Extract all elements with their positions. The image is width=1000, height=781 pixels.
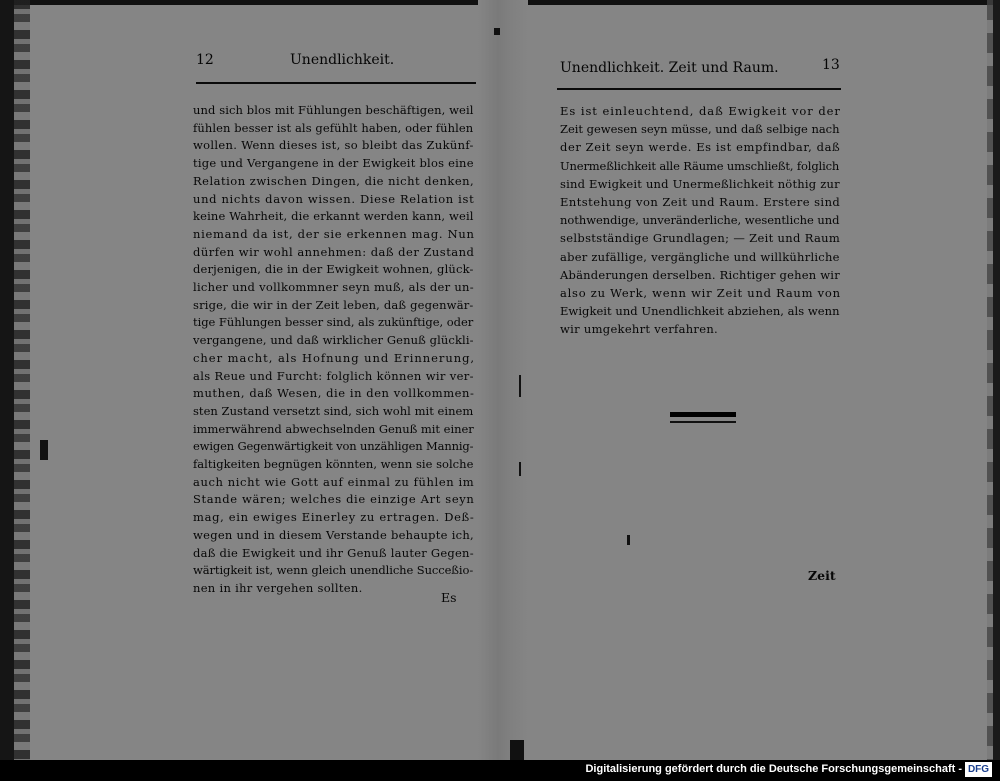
left-page-text-line: ewigen Gegenwärtigkeit von unzähligen Mannig- — [193, 439, 474, 454]
left-page-text-line: niemand da ist, der sie erkennen mag. Nun — [193, 226, 475, 241]
left-page-text-line: dürfen wir wohl annehmen: daß der Zustand — [193, 244, 475, 259]
ink-speck — [627, 535, 630, 545]
left-header-rule — [196, 82, 476, 84]
left-page-text-line: wärtigkeit ist, wenn gleich unendliche Succeßio- — [193, 563, 474, 578]
left-page-text-line: keine Wahrheit, die erkannt werden kann, weil — [193, 209, 474, 224]
right-page-text-line: Zeit gewesen seyn müsse, und daß selbige nach — [560, 122, 840, 137]
right-page-text-line: selbstständige Grundlagen; — Zeit und Raum — [560, 231, 841, 246]
left-catchword: Es — [441, 590, 457, 605]
right-page-text-line: Abänderungen derselben. Richtiger gehen wir — [560, 267, 840, 282]
ink-speck — [519, 462, 521, 476]
left-page-text-line: tige Fühlungen besser sind, als zukünftige, oder — [193, 315, 474, 330]
left-page-text-line: Stande wären; welches die einzige Art seyn — [193, 492, 475, 507]
left-page-text-line: nen in ihr vergehen sollten. — [193, 580, 363, 595]
left-page-text-line: vergangene, und daß wirklicher Genuß glückli- — [193, 333, 474, 348]
footer-credit: Digitalisierung gefördert durch die Deutsche Forschungsgemeinschaft - — [585, 763, 962, 775]
right-page-text-line: Entstehung von Zeit und Raum. Erstere sind — [560, 195, 841, 209]
right-page-number: 13 — [822, 57, 840, 73]
section-end-rule-thin — [670, 421, 736, 423]
left-page-number: 12 — [196, 52, 214, 68]
right-page-text-line: Unermeßlichkeit alle Räume umschließt, folglich — [560, 158, 840, 173]
left-page-text-line: muthen, daß Wesen, die in den vollkommen- — [193, 386, 475, 401]
scan-left-edge-texture — [14, 0, 30, 760]
left-page-text-line: licher und vollkommner seyn muß, als der un- — [193, 280, 474, 294]
right-page-text-line: der Zeit seyn werde. Es ist empfindbar, daß — [560, 140, 841, 155]
left-page-text-line: faltigkeiten begnügen könnten, wenn sie solche — [193, 457, 474, 471]
left-page-text-line: auch nicht wie Gott auf einmal zu fühlen im — [193, 474, 475, 489]
scan-right-edge — [993, 0, 1000, 760]
left-running-head: Unendlichkeit. — [290, 52, 395, 68]
right-catchword: Zeit — [808, 568, 836, 583]
left-page-text-line: wegen und in diesem Verstande behaupte ich, — [193, 527, 474, 542]
right-page-text-line: sind Ewigkeit und Unermeßlichkeit nöthig zur — [560, 176, 840, 191]
left-page-text-line: tige und Vergangene in der Ewigkeit blos eine — [193, 156, 474, 171]
left-page-text-line: mag, ein ewiges Einerley zu ertragen. Deß- — [193, 510, 475, 525]
left-page-text-line: srige, die wir in der Zeit leben, daß gegenwär- — [193, 297, 474, 312]
right-page-text-line: aber zufällige, vergängliche und willkührliche — [560, 249, 840, 264]
right-page-text-line: also zu Werk, wenn wir Zeit und Raum von — [560, 286, 841, 300]
left-page-text-line: und sich blos mit Fühlungen beschäftigen, weil — [193, 103, 474, 117]
left-page-text-line: sten Zustand versetzt sind, sich wohl mit einem — [193, 403, 474, 418]
right-page-text-line: Es ist einleuchtend, daß Ewigkeit vor der — [560, 104, 841, 118]
left-page-text-line: derjenigen, die in der Ewigkeit wohnen, glück- — [193, 262, 474, 277]
right-page-text-line: nothwendige, unveränderliche, wesentliche und — [560, 213, 840, 228]
section-end-rule — [670, 412, 736, 417]
left-page-text-line: daß die Ewigkeit und ihr Genuß lauter Gegen- — [193, 545, 474, 560]
ink-speck — [40, 440, 48, 460]
left-page-text-line: und nichts davon wissen. Diese Relation ist — [193, 191, 475, 206]
left-page-text-line: cher macht, als Hofnung und Erinnerung, — [193, 350, 476, 365]
scan-right-edge-texture — [987, 0, 993, 760]
ink-speck — [510, 740, 524, 760]
right-page-text-line: Ewigkeit und Unendlichkeit abziehen, als wenn — [560, 304, 840, 319]
left-page-text-line: als Reue und Furcht: folglich können wir ver- — [193, 368, 474, 383]
left-page-text-line: wollen. Wenn dieses ist, so bleibt das Zukünf- — [193, 138, 474, 153]
right-header-rule — [557, 88, 841, 90]
ink-speck — [519, 375, 521, 397]
left-page-text-line: Relation zwischen Dingen, die nicht denken, — [193, 173, 475, 188]
scan-left-edge — [0, 0, 14, 760]
right-running-head: Unendlichkeit. Zeit und Raum. — [560, 60, 779, 76]
dfg-logo: DFG — [965, 762, 992, 777]
ink-speck — [494, 28, 500, 35]
right-page-text-line: wir umgekehrt verfahren. — [560, 322, 718, 337]
left-page-text-line: fühlen besser ist als gefühlt haben, oder fühlen — [193, 120, 474, 135]
left-page-text-line: immerwährend abwechselnden Genuß mit einer — [193, 421, 474, 436]
